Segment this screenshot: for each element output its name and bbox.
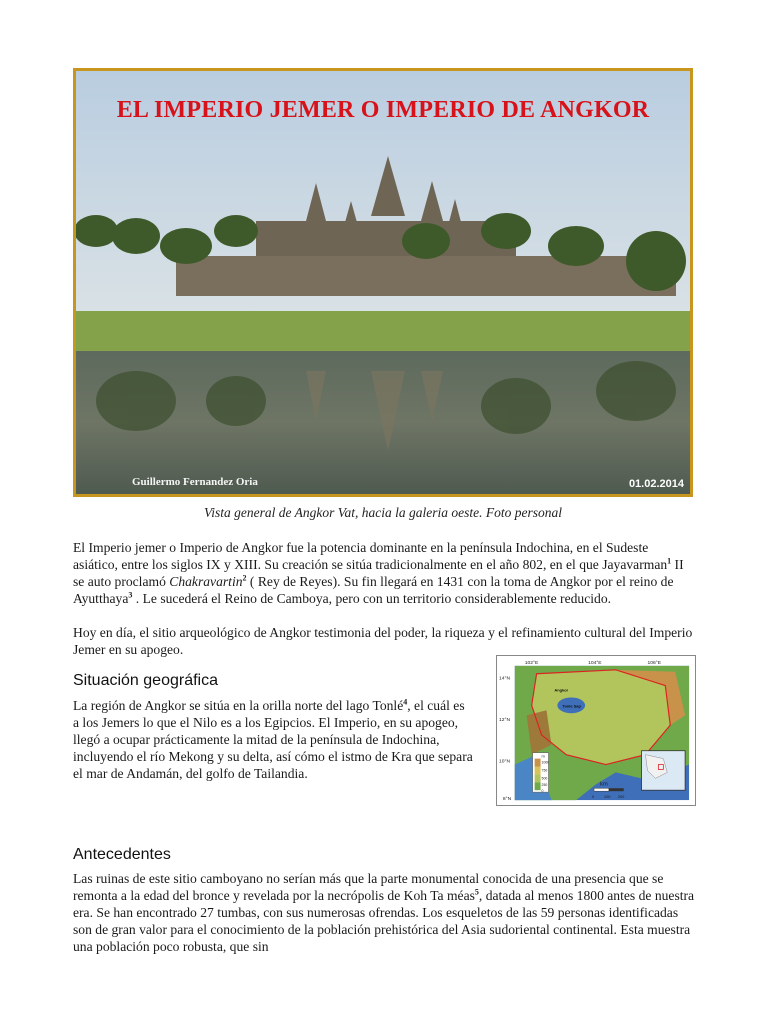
cambodia-map-image	[497, 656, 695, 805]
scale-unit: km	[599, 781, 608, 788]
angkor-photo	[73, 68, 693, 497]
intro-text-3: ( Rey de Reyes). Su fin llegará en 1431 con la toma de Angkor por el reino de Ayutthaya	[73, 574, 674, 606]
photo-date: 01.02.2014	[628, 478, 684, 490]
footnote-ref-3: 3	[128, 590, 133, 600]
geography-paragraph	[73, 697, 473, 782]
footnote-ref-4: 4	[403, 697, 408, 707]
cambodia-map	[496, 655, 696, 806]
legend-750: 750	[541, 768, 548, 773]
place-tonle-sap: Tonle Sap	[562, 703, 581, 709]
lon-label-104: 104°E	[588, 660, 602, 666]
geography-text-2: , el cuál es a los Jemers lo que el Nilo es a los Egipcios. El Imperio, en su apogeo, llegó a ocupar prácticamente la mitad de la península de Indochina, incluyendo el río Mekong y su delta, así cómo el istmo de Kra que separa el mar de Andamán, del golfo de Tailandia.	[73, 698, 473, 781]
footnote-ref-5: 5	[474, 887, 479, 897]
angkor-wat-image	[76, 71, 690, 494]
lon-label-102: 102°E	[524, 660, 539, 666]
place-angkor: Angkor	[554, 687, 569, 693]
lat-label-14: 14°N	[498, 676, 511, 682]
photo-title: EL IMPERIO JEMER O IMPERIO DE ANGKOR	[116, 97, 650, 123]
chakravartin-term: Chakravartin	[169, 574, 243, 589]
background-paragraph	[73, 870, 695, 955]
photo-author: Guillermo Fernandez Oria	[132, 476, 258, 488]
photo-caption: Vista general de Angkor Vat, hacia la galeria oeste. Foto personal	[204, 505, 562, 520]
legend-250: 250	[541, 783, 548, 788]
background-text-1: Las ruinas de este sitio camboyano no serían más que la parte monumental conocida de una presencia que se remonta a la edad del bronce y revelada por la necrópolis de Koh Ta méas	[73, 871, 664, 903]
footnote-ref-2: 2	[242, 573, 247, 583]
footnote-ref-1: 1	[667, 556, 672, 566]
intro-text-4: . Le sucederá el Reino de Camboya, pero con un territorio considerablemente reducido.	[132, 591, 612, 606]
legend-unit: m	[541, 753, 545, 759]
legend-500: 500	[541, 776, 548, 781]
lat-label-10: 10°N	[498, 759, 511, 765]
scale-0: 0	[592, 794, 595, 800]
lat-label-8: 8°N	[502, 797, 512, 803]
legend-1000: 1000	[541, 760, 550, 765]
lat-label-12: 12°N	[498, 718, 511, 724]
legend-0: 0	[541, 789, 544, 794]
heading-antecedentes: Antecedentes	[73, 846, 171, 863]
intro-paragraph	[73, 539, 695, 607]
background-text-2: , datada al menos 1800 antes de nuestra era. Se han encontrado 27 tumbas, con sus numerosas ofrendas. Los esqueletos de las 59 personas identificadas son de gran valor para el conocimiento de la población prehistórica del Asia sudoriental continental. Esta muestra una población poco robusta, que sin	[73, 888, 695, 954]
intro-text-1: El Imperio jemer o Imperio de Angkor fue la potencia dominante en la península Indochina, en el Sudeste asiático, entre los siglos IX y XIII. Su creación se sitúa tradicionalmente en el año 802, en el que Jayavarman	[73, 540, 668, 572]
heritage-paragraph: Hoy en día, el sitio arqueológico de Angkor testimonia del poder, la riqueza y el refinamiento cultural del Imperio Jemer en su apogeo.	[73, 625, 693, 657]
lon-label-106: 106°E	[647, 660, 662, 666]
intro-text-2: II se auto proclamó	[73, 557, 684, 589]
scale-200: 200	[617, 794, 625, 800]
heading-situacion-geografica: Situación geográfica	[73, 672, 218, 689]
geography-text-1: La región de Angkor se sitúa en la orilla norte del lago Tonlé	[73, 698, 404, 713]
scale-100: 100	[603, 794, 611, 800]
